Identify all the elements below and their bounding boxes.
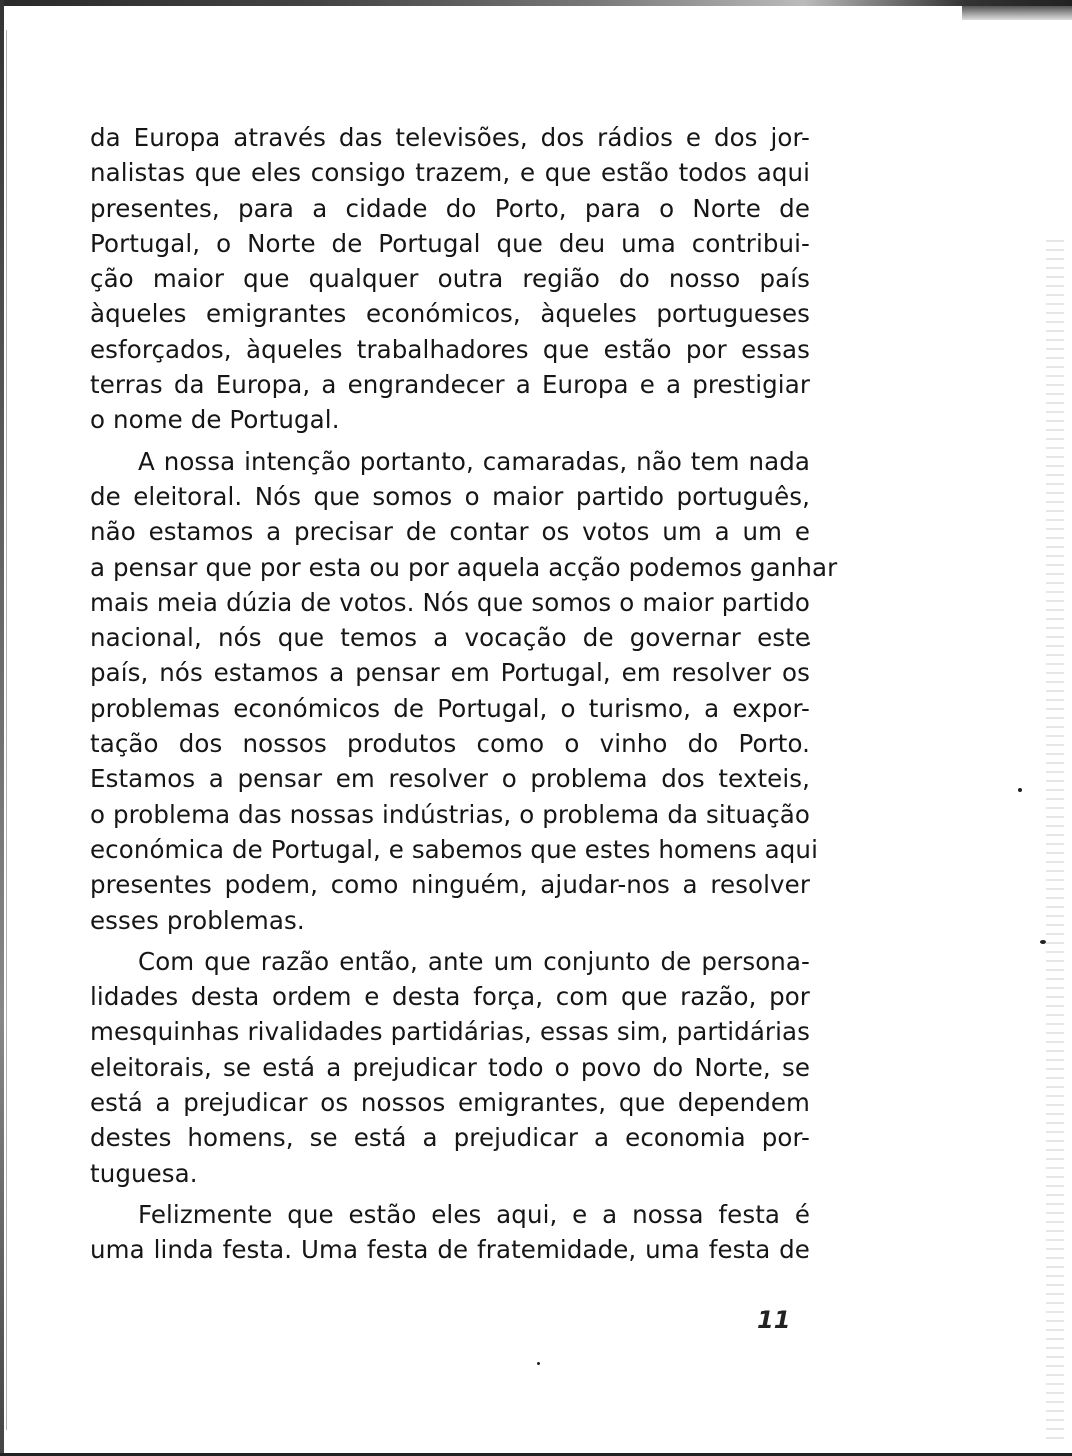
- text-line: nalistas que eles consigo trazem, e que estão todos aqui: [90, 158, 810, 188]
- text-line: Estamos a pensar em resolver o problema dos texteis,: [90, 764, 810, 794]
- text-line: Portugal, o Norte de Portugal que deu uma contribui-: [90, 228, 810, 258]
- paragraph: [90, 1197, 810, 1268]
- text-line: de eleitoral. Nós que somos o maior partido português,: [90, 481, 810, 511]
- text-line: o problema das nossas indústrias, o problema da situação: [90, 799, 810, 829]
- text-line: esses problemas.: [90, 905, 305, 935]
- scan-top-edge: [0, 0, 1072, 6]
- text-line: presentes podem, como ninguém, ajudar-nos a resolver: [90, 870, 810, 900]
- text-line: país, nós estamos a pensar em Portugal, em resolver os: [90, 658, 810, 688]
- text-line: problemas económicos de Portugal, o turismo, a expor-: [90, 693, 810, 723]
- text-line: está a prejudicar os nossos emigrantes, que dependem: [90, 1088, 810, 1118]
- paragraph: [90, 944, 810, 1191]
- text-line: eleitorais, se está a prejudicar todo o povo do Norte, se: [90, 1052, 810, 1082]
- text-line: o nome de Portugal.: [90, 405, 340, 435]
- text-line: A nossa intenção portanto, camaradas, não tem nada: [138, 446, 810, 476]
- text-line: da Europa através das televisões, dos rádios e dos jor-: [90, 123, 810, 152]
- scan-speck: [1018, 788, 1022, 792]
- text-line: lidades desta ordem e desta força, com que razão, por: [90, 982, 810, 1012]
- text-line: económica de Portugal, e sabemos que estes homens aqui: [90, 834, 818, 864]
- scan-top-edge-shadow: [962, 6, 1072, 20]
- scan-left-edge: [0, 0, 4, 1456]
- text-line: presentes, para a cidade do Porto, para o Norte de: [90, 193, 810, 223]
- text-line: àqueles emigrantes económicos, àqueles portugueses: [90, 299, 810, 329]
- text-line: não estamos a precisar de contar os votos um a um e: [90, 517, 810, 547]
- text-line: a pensar que por esta ou por aquela acção podemos ganhar: [90, 552, 838, 582]
- text-line: Felizmente que estão eles aqui, e a nossa festa é: [138, 1199, 810, 1229]
- text-line: esforçados, àqueles trabalhadores que estão por essas: [90, 334, 810, 364]
- text-line: mais meia dúzia de votos. Nós que somos o maior partido: [90, 587, 810, 617]
- paragraph: [90, 120, 810, 438]
- text-line: tuguesa.: [90, 1158, 198, 1188]
- text-line: destes homens, se está a prejudicar a economia por-: [90, 1123, 810, 1153]
- page-number: 11: [757, 1306, 791, 1334]
- body-text: [90, 120, 838, 1268]
- text-line: Com que razão então, ante um conjunto de persona-: [138, 946, 810, 976]
- text-line: ção maior que qualquer outra região do nosso país: [90, 264, 810, 294]
- text-line: nacional, nós que temos a vocação de governar este: [90, 623, 810, 653]
- text-line: uma linda festa. Uma festa de fratemidade, uma festa de: [90, 1235, 810, 1265]
- text-line: mesquinhas rivalidades partidárias, essas sim, partidárias: [90, 1017, 810, 1047]
- scan-speck: [537, 1362, 540, 1365]
- paragraph: [90, 444, 838, 938]
- scan-speck: [1040, 940, 1046, 944]
- scan-right-noise: [1046, 240, 1064, 1440]
- text-line: terras da Europa, a engrandecer a Europa e a prestigiar: [90, 370, 810, 400]
- scan-left-edge-line: [6, 30, 7, 1430]
- text-line: tação dos nossos produtos como o vinho do Porto.: [90, 729, 810, 759]
